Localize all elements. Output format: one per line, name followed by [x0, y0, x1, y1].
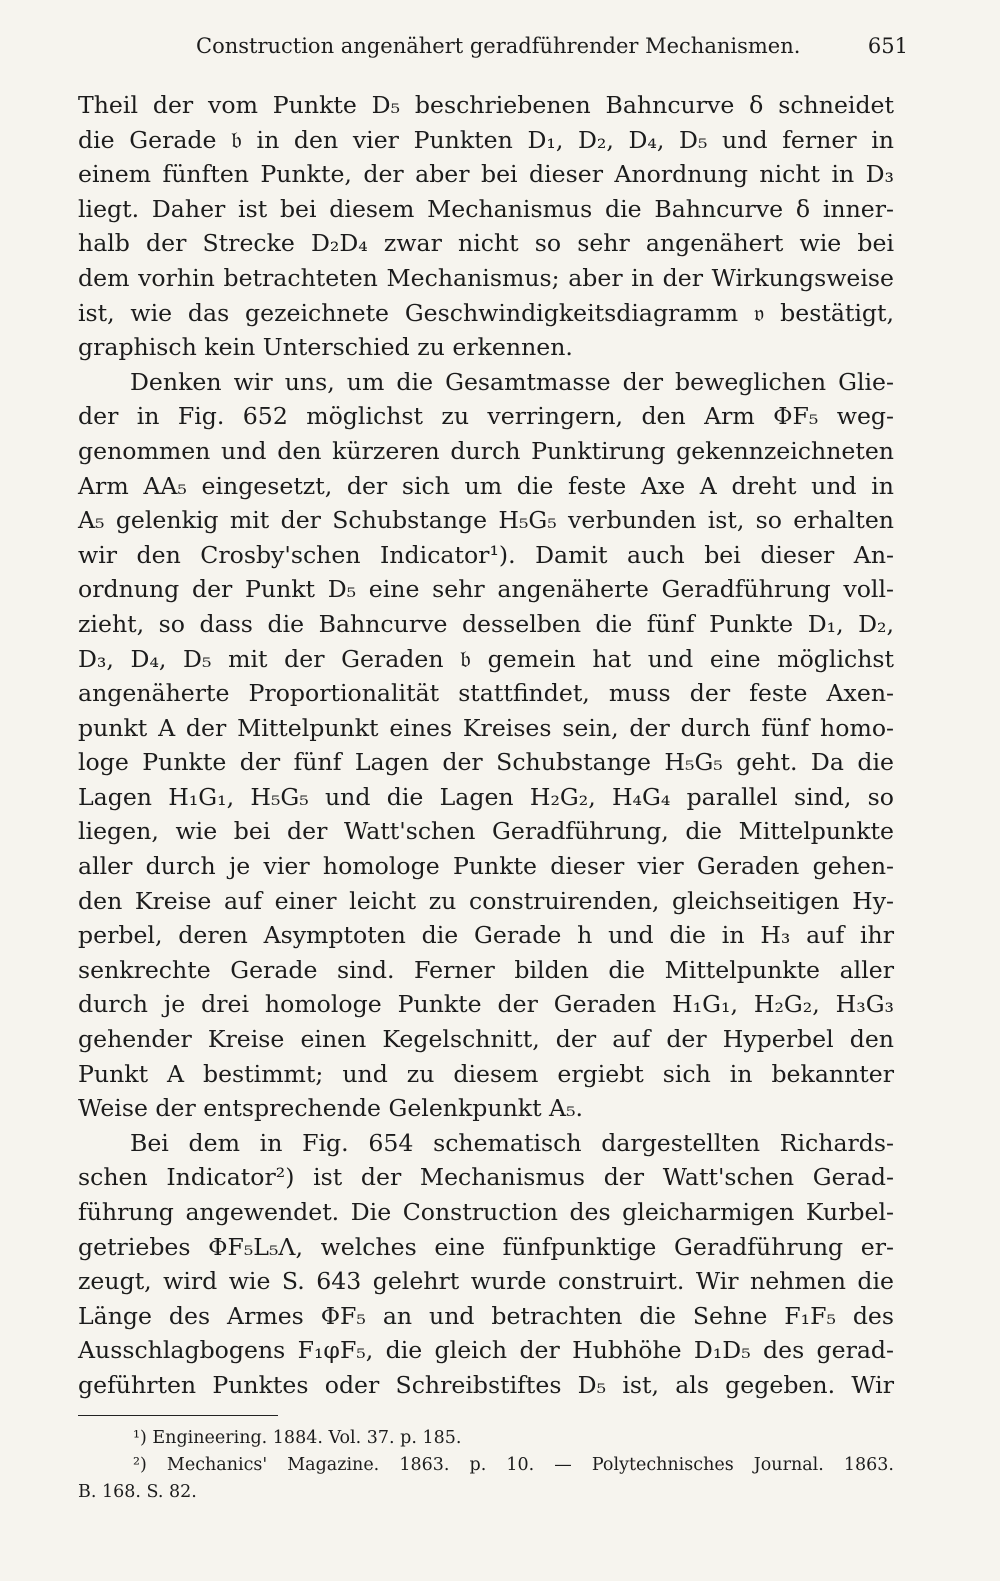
footnote: ¹) Engineering. 1884. Vol. 37. p. 185. [133, 1428, 462, 1448]
text-line: zieht, so dass die Bahncurve desselben die fünf Punkte D₁, D₂, [78, 609, 894, 638]
text-line: Ausschlagbogens F₁φF₅, die gleich der Hubhöhe D₁D₅ des gerad- [78, 1336, 894, 1365]
text-line: die Gerade 𝔟 in den vier Punkten D₁, D₂, D₄, D₅ und ferner in [78, 125, 894, 154]
text-line: schen Indicator²) ist der Mechanismus der Watt'schen Gerad- [78, 1163, 894, 1192]
text-line: dem vorhin betrachteten Mechanismus; aber in der Wirkungsweise [78, 263, 894, 292]
text-line: Theil der vom Punkte D₅ beschriebenen Bahncurve δ schneidet [78, 91, 894, 119]
text-line: Weise der entsprechende Gelenkpunkt A₅. [78, 1094, 584, 1123]
footnote: ²) Mechanics' Magazine. 1863. p. 10. — Polytechnisches Journal. 1863. [133, 1455, 894, 1475]
text-line: D₃, D₄, D₅ mit der Geraden 𝔟 gemein hat und eine möglichst [78, 644, 894, 673]
footnotes [78, 1425, 894, 1506]
text-line: ordnung der Punkt D₅ eine sehr angenäherte Geradführung voll- [78, 575, 894, 604]
text-line: loge Punkte der fünf Lagen der Schubstange H₅G₅ geht. Da die [78, 748, 894, 777]
text-line: Länge des Armes ΦF₅ an und betrachten die Sehne F₁F₅ des [78, 1301, 894, 1330]
text-line: aller durch je vier homologe Punkte dieser vier Geraden gehen- [78, 852, 894, 881]
page-number: 651 [867, 34, 908, 58]
text-line: liegt. Daher ist bei diesem Mechanismus die Bahncurve δ inner- [78, 194, 894, 223]
text-line: gehender Kreise einen Kegelschnitt, der auf der Hyperbel den [78, 1025, 894, 1054]
footnote-separator [78, 1415, 278, 1416]
text-line: graphisch kein Unterschied zu erkennen. [78, 333, 573, 362]
body-text [78, 88, 894, 1403]
text-line: A₅ gelenkig mit der Schubstange H₅G₅ verbunden ist, so erhalten [78, 506, 894, 535]
text-line: den Kreise auf einer leicht zu construirenden, gleichseitigen Hy- [78, 886, 894, 915]
text-line: Denken wir uns, um die Gesamtmasse der beweglichen Glie- [130, 367, 894, 396]
text-line: senkrechte Gerade sind. Ferner bilden die Mittelpunkte aller [78, 955, 894, 984]
text-line: genommen und den kürzeren durch Punktirung gekennzeichneten [78, 436, 894, 465]
text-line: durch je drei homologe Punkte der Geraden H₁G₁, H₂G₂, H₃G₃ [78, 990, 894, 1019]
text-line: punkt A der Mittelpunkt eines Kreises sein, der durch fünf homo- [78, 713, 894, 742]
text-line: angenäherte Proportionalität stattfindet, muss der feste Axen- [78, 679, 894, 708]
text-line: führung angewendet. Die Construction des gleicharmigen Kurbel- [78, 1198, 894, 1226]
text-line: zeugt, wird wie S. 643 gelehrt wurde construirt. Wir nehmen die [78, 1267, 894, 1296]
text-line: der in Fig. 652 möglichst zu verringern, den Arm ΦF₅ weg- [78, 402, 894, 431]
text-line: Punkt A bestimmt; und zu diesem ergiebt sich in bekannter [78, 1059, 894, 1088]
text-line: halb der Strecke D₂D₄ zwar nicht so sehr angenähert wie bei [78, 229, 894, 258]
running-title: Construction angenähert geradführender Mechanismen. [196, 34, 801, 58]
footnote-continuation: B. 168. S. 82. [78, 1482, 197, 1502]
text-line: perbel, deren Asymptoten die Gerade h und die in H₃ auf ihr [78, 921, 894, 950]
running-header [196, 34, 908, 64]
text-line: Bei dem in Fig. 654 schematisch dargestellten Richards- [130, 1128, 894, 1157]
text-line: liegen, wie bei der Watt'schen Geradführung, die Mittelpunkte [78, 817, 894, 846]
text-line: wir den Crosby'schen Indicator¹). Damit auch bei dieser An- [78, 540, 894, 569]
text-line: Arm AA₅ eingesetzt, der sich um die feste Axe A dreht und in [78, 471, 894, 500]
text-line: getriebes ΦF₅L₅Λ, welches eine fünfpunktige Geradführung er- [78, 1232, 894, 1261]
text-line: einem fünften Punkte, der aber bei dieser Anordnung nicht in D₃ [78, 160, 894, 189]
text-line: Lagen H₁G₁, H₅G₅ und die Lagen H₂G₂, H₄G₄ parallel sind, so [78, 782, 894, 811]
text-line: geführten Punktes oder Schreibstiftes D₅ ist, als gegeben. Wir [78, 1370, 894, 1399]
text-line: ist, wie das gezeichnete Geschwindigkeitsdiagramm 𝔳 bestätigt, [78, 298, 894, 327]
